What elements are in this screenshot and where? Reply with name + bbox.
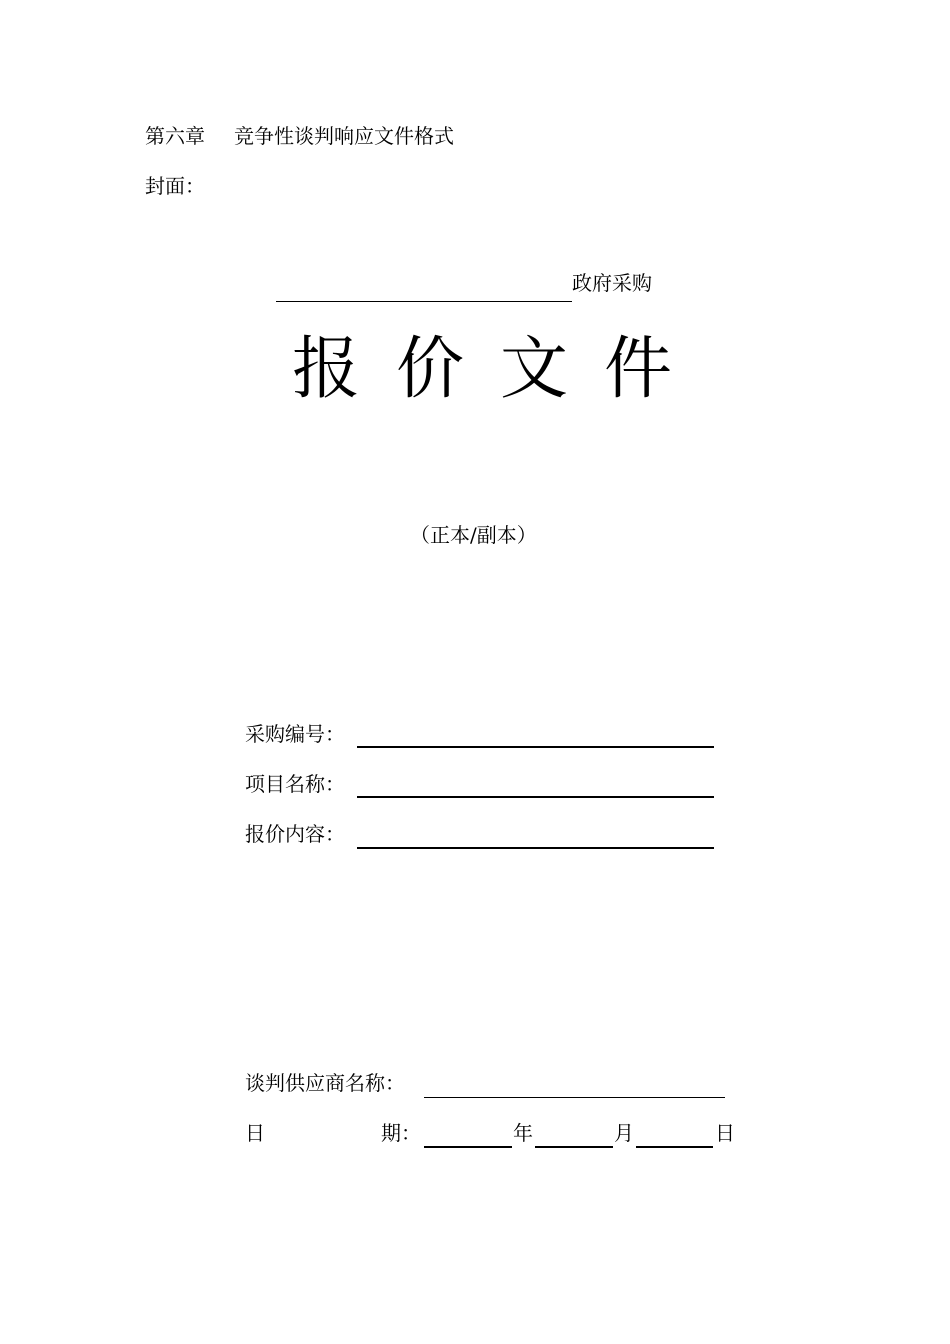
copy-type-label: （正本/副本） bbox=[410, 523, 537, 547]
quote-content-blank bbox=[357, 847, 714, 849]
year-blank bbox=[424, 1146, 512, 1148]
date-label-ri: 日 bbox=[245, 1121, 265, 1145]
project-name-blank bbox=[357, 796, 714, 798]
supplier-name-blank bbox=[424, 1097, 725, 1098]
title-char-2: 价 bbox=[395, 330, 464, 409]
title-char-1: 报 bbox=[292, 330, 361, 409]
title-char-3: 文 bbox=[499, 330, 568, 409]
supplier-name-label: 谈判供应商名称： bbox=[245, 1071, 405, 1095]
day-label: 日 bbox=[715, 1121, 735, 1145]
chapter-number: 第六章 bbox=[145, 124, 205, 148]
month-blank bbox=[535, 1146, 613, 1148]
gov-name-blank-line bbox=[276, 301, 572, 302]
procurement-number-label: 采购编号： bbox=[245, 722, 345, 746]
chapter-title: 竞争性谈判响应文件格式 bbox=[234, 124, 454, 148]
cover-label: 封面： bbox=[145, 174, 205, 198]
quote-content-label: 报价内容： bbox=[245, 822, 345, 846]
project-name-label: 项目名称： bbox=[245, 772, 345, 796]
year-label: 年 bbox=[513, 1121, 533, 1145]
date-label-qi: 期： bbox=[381, 1121, 421, 1145]
title-char-4: 件 bbox=[603, 330, 672, 409]
day-blank bbox=[636, 1146, 713, 1148]
month-label: 月 bbox=[614, 1121, 634, 1145]
gov-procurement-label: 政府采购 bbox=[572, 271, 652, 295]
document-title bbox=[292, 330, 672, 420]
procurement-number-blank bbox=[357, 746, 714, 748]
